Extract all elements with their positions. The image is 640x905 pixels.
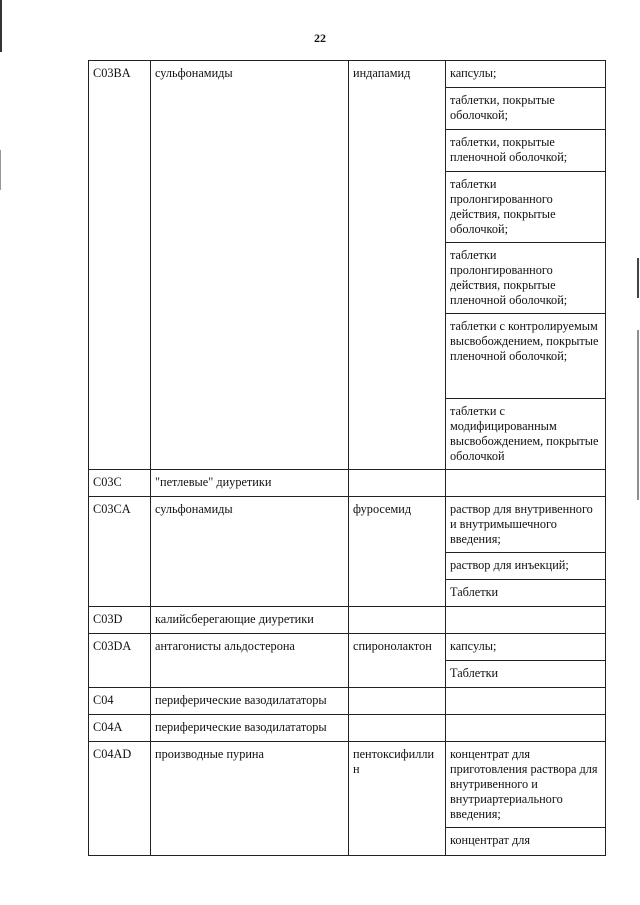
group-name-cell: производные пурина	[151, 742, 349, 856]
atc-code-cell: C03C	[89, 470, 151, 497]
atc-code-cell: C03DA	[89, 634, 151, 688]
drug-name-cell: фуросемид	[349, 497, 446, 607]
table-row	[89, 742, 606, 828]
table-row	[89, 634, 606, 661]
atc-code-cell: C03CA	[89, 497, 151, 607]
dosage-form-cell: таблетки пролонгированного действия, покрытые оболочкой;	[446, 172, 606, 243]
dosage-form-cell: таблетки, покрытые оболочкой;	[446, 88, 606, 130]
dosage-form-cell: таблетки с контролируемым высвобождением, покрытые пленочной оболочкой;	[446, 314, 606, 399]
drug-name-cell: спиронолактон	[349, 634, 446, 688]
dosage-form-cell: капсулы;	[446, 61, 606, 88]
drug-name-cell	[349, 470, 446, 497]
table-body	[89, 61, 606, 856]
group-name-cell: калийсберегающие диуретики	[151, 607, 349, 634]
dosage-form-cell	[446, 470, 606, 497]
right-margin-mark	[637, 330, 639, 500]
dosage-form-cell: раствор для инъекций;	[446, 553, 606, 580]
dosage-form-cell: Таблетки	[446, 661, 606, 688]
drug-name-cell: пентоксифилли н	[349, 742, 446, 856]
drug-name-cell	[349, 715, 446, 742]
dosage-form-cell: таблетки, покрытые пленочной оболочкой;	[446, 130, 606, 172]
atc-code-cell: C03BA	[89, 61, 151, 470]
dosage-form-cell	[446, 715, 606, 742]
left-margin-mark	[0, 0, 2, 52]
drug-name-cell	[349, 688, 446, 715]
dosage-form-cell: концентрат для приготовления раствора для внутривенного и внутриартериального введения;	[446, 742, 606, 828]
table-row	[89, 607, 606, 634]
table-row	[89, 688, 606, 715]
atc-code-cell: C03D	[89, 607, 151, 634]
right-margin-mark	[637, 258, 639, 298]
dosage-form-cell: концентрат для	[446, 828, 606, 856]
group-name-cell: сульфонамиды	[151, 497, 349, 607]
atc-code-cell: C04AD	[89, 742, 151, 856]
dosage-form-cell: таблетки пролонгированного действия, покрытые пленочной оболочкой;	[446, 243, 606, 314]
group-name-cell: "петлевые" диуретики	[151, 470, 349, 497]
dosage-form-cell: капсулы;	[446, 634, 606, 661]
dosage-form-cell: Таблетки	[446, 580, 606, 607]
group-name-cell: антагонисты альдостерона	[151, 634, 349, 688]
table-row	[89, 470, 606, 497]
atc-code-cell: C04	[89, 688, 151, 715]
table-row	[89, 61, 606, 88]
table-row	[89, 715, 606, 742]
dosage-form-cell: раствор для внутривенного и внутримышечного введения;	[446, 497, 606, 553]
dosage-form-cell: таблетки с модифицированным высвобождением, покрытые оболочкой	[446, 399, 606, 470]
dosage-form-cell	[446, 688, 606, 715]
drug-table	[88, 60, 606, 856]
page-number: 22	[314, 31, 326, 45]
group-name-cell: периферические вазодилататоры	[151, 715, 349, 742]
group-name-cell: периферические вазодилататоры	[151, 688, 349, 715]
dosage-form-cell	[446, 607, 606, 634]
drug-name-cell	[349, 607, 446, 634]
atc-code-cell: C04A	[89, 715, 151, 742]
drug-name-cell: индапамид	[349, 61, 446, 470]
table-row	[89, 497, 606, 553]
left-margin-mark	[0, 150, 1, 190]
group-name-cell: сульфонамиды	[151, 61, 349, 470]
